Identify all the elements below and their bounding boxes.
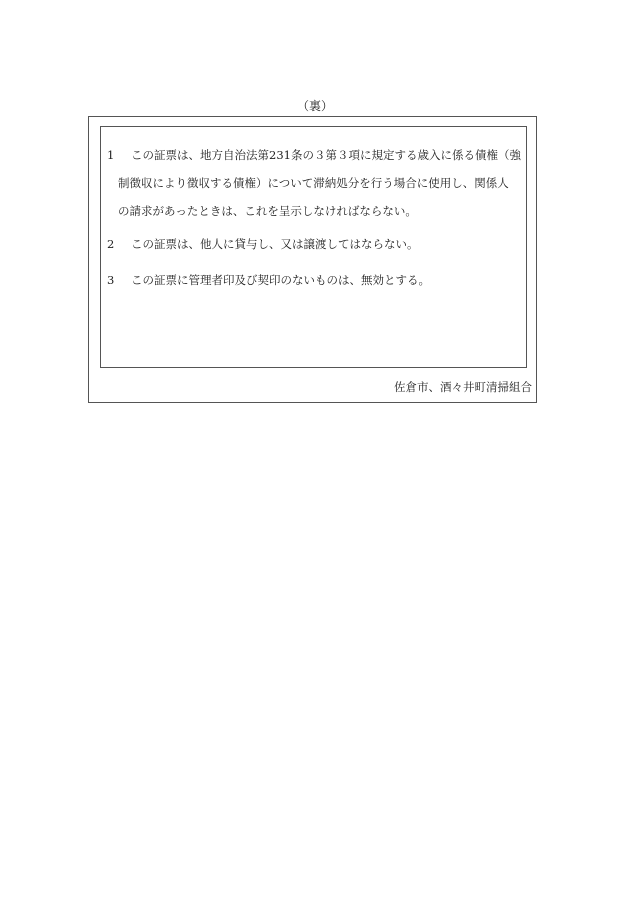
clause-1-line-2: 制徴収により徴収する債権）について滞納処分を行う場合に使用し、関係人: [118, 176, 509, 190]
clause-1-number: 1: [107, 148, 115, 162]
clause-3-number: 3: [107, 273, 115, 287]
clause-2-number: 2: [107, 237, 115, 251]
page-side-label: （裏）: [296, 99, 333, 113]
clause-1-line-3: の請求があったときは、これを呈示しなければならない。: [118, 204, 417, 218]
clause-2-line-1: この証票は、他人に貸与し、又は譲渡してはならない。: [131, 237, 419, 251]
clause-1-line-1: この証票は、地方自治法第231条の３第３項に規定する歳入に係る債権（強: [131, 148, 521, 162]
issuer-name: 佐倉市、酒々井町清掃組合: [394, 380, 532, 394]
clause-3-line-1: この証票に管理者印及び契印のないものは、無効とする。: [131, 273, 430, 287]
